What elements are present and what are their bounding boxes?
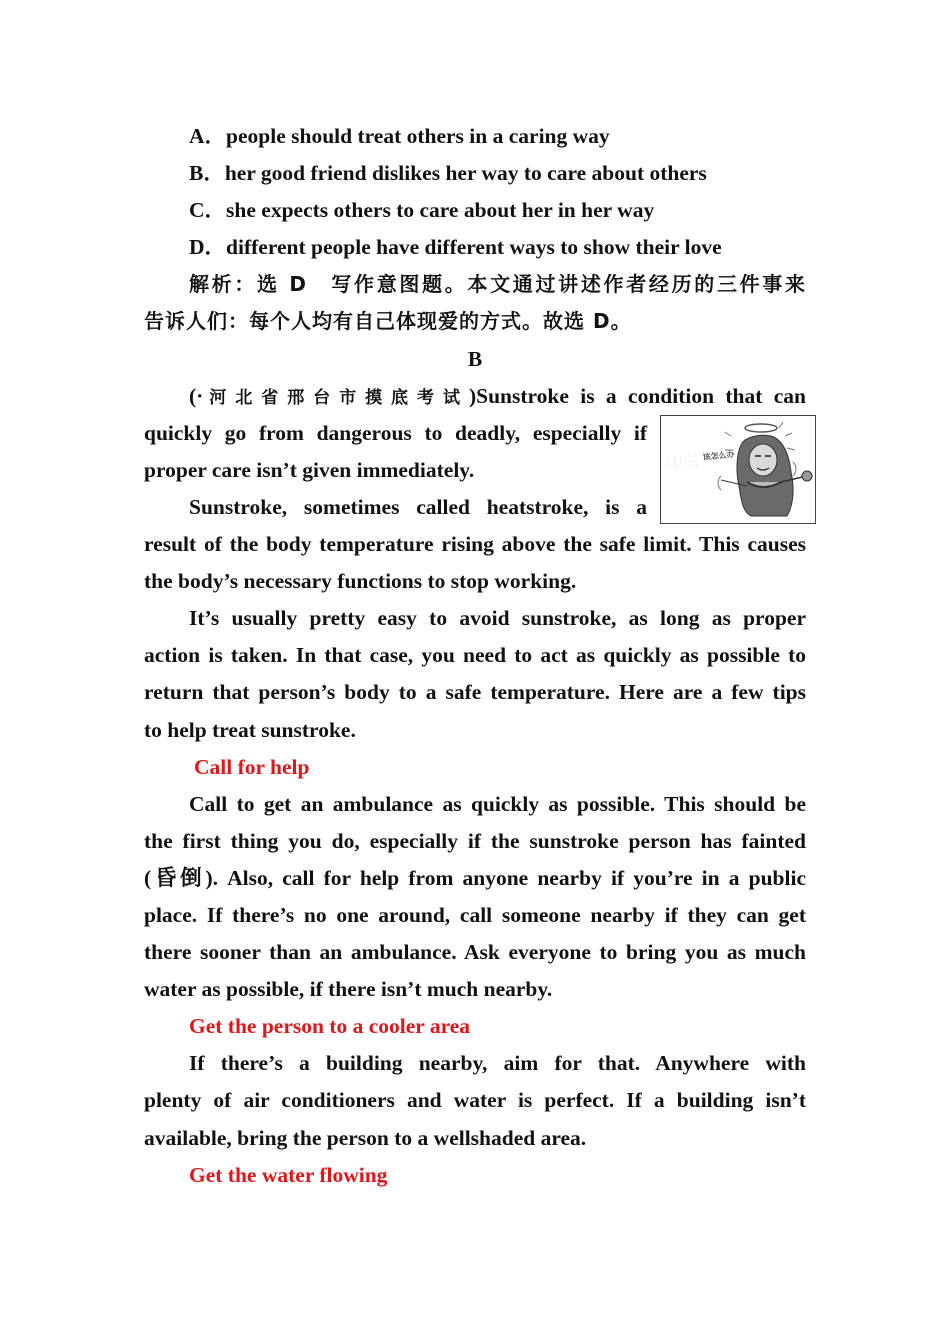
figure-caption-main: 中暑 — [665, 451, 702, 475]
document-page — [144, 118, 806, 1194]
passage-line: plenty of air conditioners and water is perfect. If a building isn’t — [144, 1088, 806, 1113]
passage-line: Sunstroke, sometimes called heatstroke, is a — [189, 494, 647, 519]
passage-line: return that person’s body to a safe temperature. Here are a few tips — [144, 680, 806, 705]
passage-line: the first thing you do, especially if the sunstroke person has fainted — [144, 828, 806, 853]
passage-line: If there’s a building nearby, aim for that. Anywhere with — [189, 1051, 806, 1076]
passage-line: water as possible, if there isn’t much nearby. — [144, 977, 553, 1002]
option-b: B．her good friend dislikes her way to care about others — [189, 161, 707, 186]
analysis-line-2: 告诉人们：每个人均有自己体现爱的方式。故选 D。 — [144, 309, 632, 334]
passage-line: proper care isn’t given immediately. — [144, 457, 475, 482]
subheading-water-flowing: Get the water flowing — [189, 1162, 388, 1187]
passage-line: action is taken. In that case, you need to act as quickly as possible to — [144, 643, 806, 668]
subheading-call-for-help: Call for help — [194, 754, 310, 779]
option-a: A．people should treat others in a caring way — [189, 124, 610, 148]
passage-line: quickly go from dangerous to deadly, especially if — [144, 420, 647, 445]
figure-caption-sub: 该怎么办 — [702, 449, 736, 462]
sunstroke-illustration — [660, 415, 816, 524]
passage-line: (·河北省邢台市摸底考试)Sunstroke is a condition that can — [189, 383, 806, 408]
subheading-cooler-area: Get the person to a cooler area — [189, 1014, 471, 1039]
passage-line: there sooner than an ambulance. Ask everyone to bring you as much — [144, 940, 806, 965]
passage-line: to help treat sunstroke. — [144, 717, 356, 742]
option-c: C．she expects others to care about her in her way — [189, 198, 655, 223]
option-d: D．different people have different ways to show their love — [189, 235, 722, 260]
passage-line: It’s usually pretty easy to avoid sunstroke, as long as proper — [189, 606, 806, 631]
passage-line: (昏倒). Also, call for help from anyone nearby if you’re in a public — [144, 865, 806, 890]
passage-line: the body’s necessary functions to stop working. — [144, 569, 577, 594]
source-label: 河北省邢台市摸底考试 — [203, 387, 469, 408]
analysis-line-1: 解析：选 D 写作意图题。本文通过讲述作者经历的三件事来 — [189, 272, 806, 297]
passage-line: Call to get an ambulance as quickly as possible. This should be — [189, 791, 806, 816]
passage-line: available, bring the person to a wellshaded area. — [144, 1125, 587, 1150]
passage-line: place. If there’s no one around, call someone nearby if they can get — [144, 902, 806, 927]
passage-line: result of the body temperature rising above the safe limit. This causes — [144, 532, 806, 557]
sunstroke-cartoon-image — [661, 416, 815, 523]
section-heading: B — [467, 346, 483, 371]
